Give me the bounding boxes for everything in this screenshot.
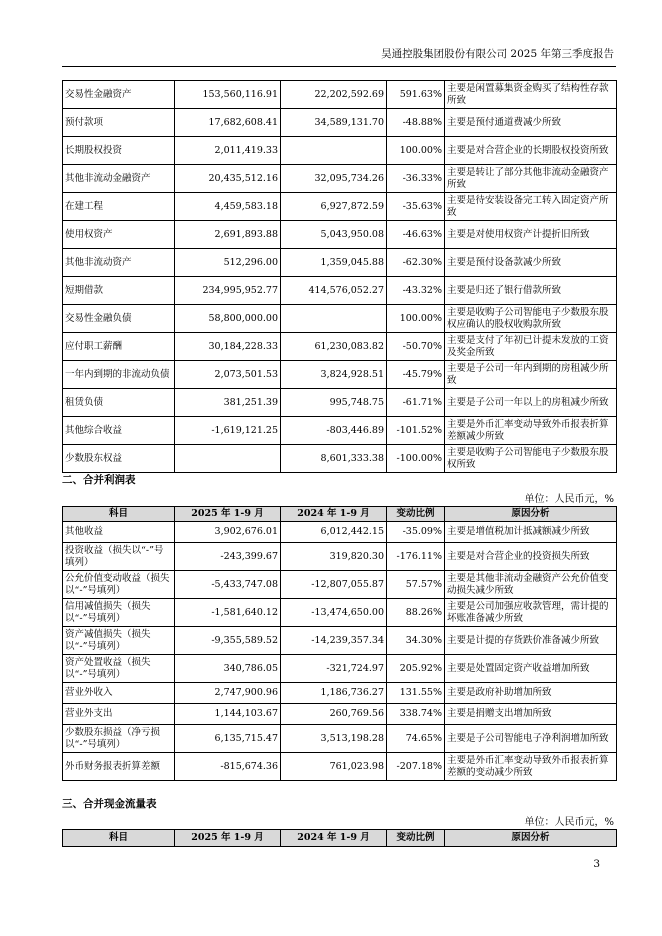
- cell-reason: 主要是对合营企业的长期股权投资所致: [445, 137, 617, 165]
- cell-change: 591.63%: [387, 81, 445, 109]
- table-row: [63, 389, 617, 417]
- cell-reason: 主要是收购子公司智能电子少数股东股权所致: [445, 445, 617, 473]
- table-row: [63, 333, 617, 361]
- cell-reason: 主要是子公司智能电子净利润增加所致: [445, 725, 617, 753]
- cell-current: 58,800,000.00: [175, 305, 281, 333]
- cell-item: 信用减值损失（损失以“-”号填列）: [63, 599, 175, 627]
- cell-reason: 主要是其他非流动金融资产公允价值变动损失减少所致: [445, 571, 617, 599]
- table-row: [63, 81, 617, 109]
- cell-change: -46.63%: [387, 221, 445, 249]
- table-row: [63, 193, 617, 221]
- cell-reason: 主要是计提的存货跌价准备减少所致: [445, 627, 617, 655]
- table-row: [63, 277, 617, 305]
- cell-change: 88.26%: [387, 599, 445, 627]
- cell-prior: 995,748.75: [281, 389, 387, 417]
- cell-item: 租赁负债: [63, 389, 175, 417]
- income-unit-label: 单位：人民币元，%: [524, 494, 614, 505]
- cell-item: 投资收益（损失以“-”号填列）: [63, 543, 175, 571]
- table-row: [63, 249, 617, 277]
- table-row: [63, 522, 617, 543]
- cell-item: 预付款项: [63, 109, 175, 137]
- income-statement-title: 二、合并利润表: [62, 474, 136, 486]
- cell-item: 交易性金融资产: [63, 81, 175, 109]
- cell-item: 使用权资产: [63, 221, 175, 249]
- cashflow-table: [62, 829, 617, 847]
- cell-reason: 主要是政府补助增加所致: [445, 683, 617, 704]
- income-statement-body: [63, 522, 617, 781]
- cell-prior: 32,095,734.26: [281, 165, 387, 193]
- cell-prior: 260,769.56: [281, 704, 387, 725]
- cell-reason: 主要是支付了年初已计提未发放的工资及奖金所致: [445, 333, 617, 361]
- cell-prior: [281, 137, 387, 165]
- cell-item: 其他综合收益: [63, 417, 175, 445]
- table-row: [63, 753, 617, 781]
- balance-sheet-changes-table: [62, 80, 617, 473]
- cell-change: -43.32%: [387, 277, 445, 305]
- cell-item: 其他非流动资产: [63, 249, 175, 277]
- cell-change: -50.70%: [387, 333, 445, 361]
- cell-item: 少数股东权益: [63, 445, 175, 473]
- header-reason: 原因分析: [445, 830, 617, 847]
- cell-change: -36.33%: [387, 165, 445, 193]
- cell-current: 20,435,512.16: [175, 165, 281, 193]
- cell-reason: 主要是闲置募集资金购买了结构性存款所致: [445, 81, 617, 109]
- cell-current: 2,747,900.96: [175, 683, 281, 704]
- cell-item: 其他非流动金融资产: [63, 165, 175, 193]
- cell-prior: 319,820.30: [281, 543, 387, 571]
- cell-prior: 3,513,198.28: [281, 725, 387, 753]
- cell-prior: -803,446.89: [281, 417, 387, 445]
- income-header-row: [63, 507, 617, 522]
- cell-reason: 主要是预付通道费减少所致: [445, 109, 617, 137]
- cell-item: 公允价值变动收益（损失以“-”号填列）: [63, 571, 175, 599]
- cell-current: -5,433,747.08: [175, 571, 281, 599]
- cell-current: 1,144,103.67: [175, 704, 281, 725]
- cell-reason: 主要是归还了银行借款所致: [445, 277, 617, 305]
- cell-change: 34.30%: [387, 627, 445, 655]
- cell-reason: 主要是对使用权资产计提折旧所致: [445, 221, 617, 249]
- table-row: [63, 683, 617, 704]
- cell-item: 在建工程: [63, 193, 175, 221]
- cell-change: 57.57%: [387, 571, 445, 599]
- table-row: [63, 417, 617, 445]
- cell-current: 30,184,228.33: [175, 333, 281, 361]
- cell-change: 205.92%: [387, 655, 445, 683]
- cell-change: -207.18%: [387, 753, 445, 781]
- cell-prior: 1,359,045.88: [281, 249, 387, 277]
- cell-prior: -321,724.97: [281, 655, 387, 683]
- cell-prior: -12,807,055.87: [281, 571, 387, 599]
- cell-prior: 5,043,950.08: [281, 221, 387, 249]
- table-row: [63, 627, 617, 655]
- cell-change: -45.79%: [387, 361, 445, 389]
- table-row: [63, 445, 617, 473]
- header-item: 科目: [63, 830, 175, 847]
- cell-item: 资产处置收益（损失以“-”号填列）: [63, 655, 175, 683]
- cell-prior: [281, 305, 387, 333]
- cell-item: 少数股东损益（净亏损以“-”号填列）: [63, 725, 175, 753]
- cell-reason: 主要是处置固定资产收益增加所致: [445, 655, 617, 683]
- cell-prior: 414,576,052.27: [281, 277, 387, 305]
- cell-current: -815,674.36: [175, 753, 281, 781]
- cell-prior: 6,927,872.59: [281, 193, 387, 221]
- table-row: [63, 221, 617, 249]
- cell-item: 交易性金融负债: [63, 305, 175, 333]
- table-row: [63, 361, 617, 389]
- cell-prior: 61,230,083.82: [281, 333, 387, 361]
- header-current: 2025 年 1-9 月: [175, 830, 281, 847]
- cell-change: 338.74%: [387, 704, 445, 725]
- header-change: 变动比例: [387, 507, 445, 522]
- cell-current: -243,399.67: [175, 543, 281, 571]
- cell-current: 17,682,608.41: [175, 109, 281, 137]
- cashflow-unit-label: 单位：人民币元，%: [524, 817, 614, 828]
- cell-reason: 主要是转让了部分其他非流动金融资产所致: [445, 165, 617, 193]
- cell-current: 340,786.05: [175, 655, 281, 683]
- header-reason: 原因分析: [445, 507, 617, 522]
- cell-reason: 主要是子公司一年以上的房租减少所致: [445, 389, 617, 417]
- cell-change: -62.30%: [387, 249, 445, 277]
- cell-prior: 761,023.98: [281, 753, 387, 781]
- table-row: [63, 655, 617, 683]
- cell-change: 100.00%: [387, 305, 445, 333]
- cell-item: 营业外支出: [63, 704, 175, 725]
- cell-item: 长期股权投资: [63, 137, 175, 165]
- cell-item: 应付职工薪酬: [63, 333, 175, 361]
- header-prior: 2024 年 1-9 月: [281, 507, 387, 522]
- cell-change: -35.63%: [387, 193, 445, 221]
- cell-current: 381,251.39: [175, 389, 281, 417]
- cell-current: -1,619,121.25: [175, 417, 281, 445]
- cell-prior: 3,824,928.51: [281, 361, 387, 389]
- header-current: 2025 年 1-9 月: [175, 507, 281, 522]
- header-prior: 2024 年 1-9 月: [281, 830, 387, 847]
- header-rule: [62, 66, 616, 67]
- cell-prior: -13,474,650.00: [281, 599, 387, 627]
- cell-reason: 主要是公司加强应收款管理，需计提的坏账准备减少所致: [445, 599, 617, 627]
- page-header: 昊通控股集团股份有限公司 2025 年第三季度报告: [381, 48, 614, 60]
- cell-current: [175, 445, 281, 473]
- income-statement-table: [62, 506, 617, 781]
- cell-reason: 主要是子公司一年内到期的房租减少所致: [445, 361, 617, 389]
- cell-change: -101.52%: [387, 417, 445, 445]
- cell-current: 6,135,715.47: [175, 725, 281, 753]
- cell-reason: 主要是外币汇率变动导致外币报表折算差额的变动减少所致: [445, 753, 617, 781]
- cell-reason: 主要是待安装设备完工转入固定资产所致: [445, 193, 617, 221]
- cell-current: 2,011,419.33: [175, 137, 281, 165]
- cell-prior: 34,589,131.70: [281, 109, 387, 137]
- cell-prior: 8,601,333.38: [281, 445, 387, 473]
- header-item: 科目: [63, 507, 175, 522]
- table-row: [63, 137, 617, 165]
- cell-item: 资产减值损失（损失以“-”号填列）: [63, 627, 175, 655]
- cell-current: 153,560,116.91: [175, 81, 281, 109]
- table-row: [63, 571, 617, 599]
- cell-change: -100.00%: [387, 445, 445, 473]
- cell-change: -176.11%: [387, 543, 445, 571]
- cell-item: 短期借款: [63, 277, 175, 305]
- cell-reason: 主要是捐赠支出增加所致: [445, 704, 617, 725]
- cell-current: 4,459,583.18: [175, 193, 281, 221]
- cell-reason: 主要是收购子公司智能电子少数股东股权应确认的股权收购款所致: [445, 305, 617, 333]
- table-row: [63, 725, 617, 753]
- table-row: [63, 543, 617, 571]
- cell-item: 其他收益: [63, 522, 175, 543]
- cell-change: -48.88%: [387, 109, 445, 137]
- cell-prior: 6,012,442.15: [281, 522, 387, 543]
- table-row: [63, 109, 617, 137]
- page-number: 3: [593, 858, 600, 870]
- cell-current: -9,355,589.52: [175, 627, 281, 655]
- cell-current: 3,902,676.01: [175, 522, 281, 543]
- table-row: [63, 704, 617, 725]
- cell-reason: 主要是增值税加计抵减额减少所致: [445, 522, 617, 543]
- cell-item: 外币财务报表折算差额: [63, 753, 175, 781]
- cell-change: -35.09%: [387, 522, 445, 543]
- cell-item: 一年内到期的非流动负债: [63, 361, 175, 389]
- cell-reason: 主要是预付设备款减少所致: [445, 249, 617, 277]
- cell-change: 100.00%: [387, 137, 445, 165]
- cashflow-title: 三、合并现金流量表: [62, 798, 157, 810]
- cell-change: 74.65%: [387, 725, 445, 753]
- table-row: [63, 305, 617, 333]
- cell-prior: 1,186,736.27: [281, 683, 387, 704]
- table-row: [63, 599, 617, 627]
- header-change: 变动比例: [387, 830, 445, 847]
- cell-change: -61.71%: [387, 389, 445, 417]
- balance-sheet-body: [63, 81, 617, 473]
- cell-current: 512,296.00: [175, 249, 281, 277]
- cell-current: 234,995,952.77: [175, 277, 281, 305]
- cell-current: 2,691,893.88: [175, 221, 281, 249]
- cell-prior: 22,202,592.69: [281, 81, 387, 109]
- cell-prior: -14,239,357.34: [281, 627, 387, 655]
- cell-change: 131.55%: [387, 683, 445, 704]
- cell-current: -1,581,640.12: [175, 599, 281, 627]
- cell-reason: 主要是外币汇率变动导致外币报表折算差额减少所致: [445, 417, 617, 445]
- table-row: [63, 165, 617, 193]
- cell-item: 营业外收入: [63, 683, 175, 704]
- cashflow-header-row: [63, 830, 617, 847]
- cell-reason: 主要是对合营企业的投资损失所致: [445, 543, 617, 571]
- cell-current: 2,073,501.53: [175, 361, 281, 389]
